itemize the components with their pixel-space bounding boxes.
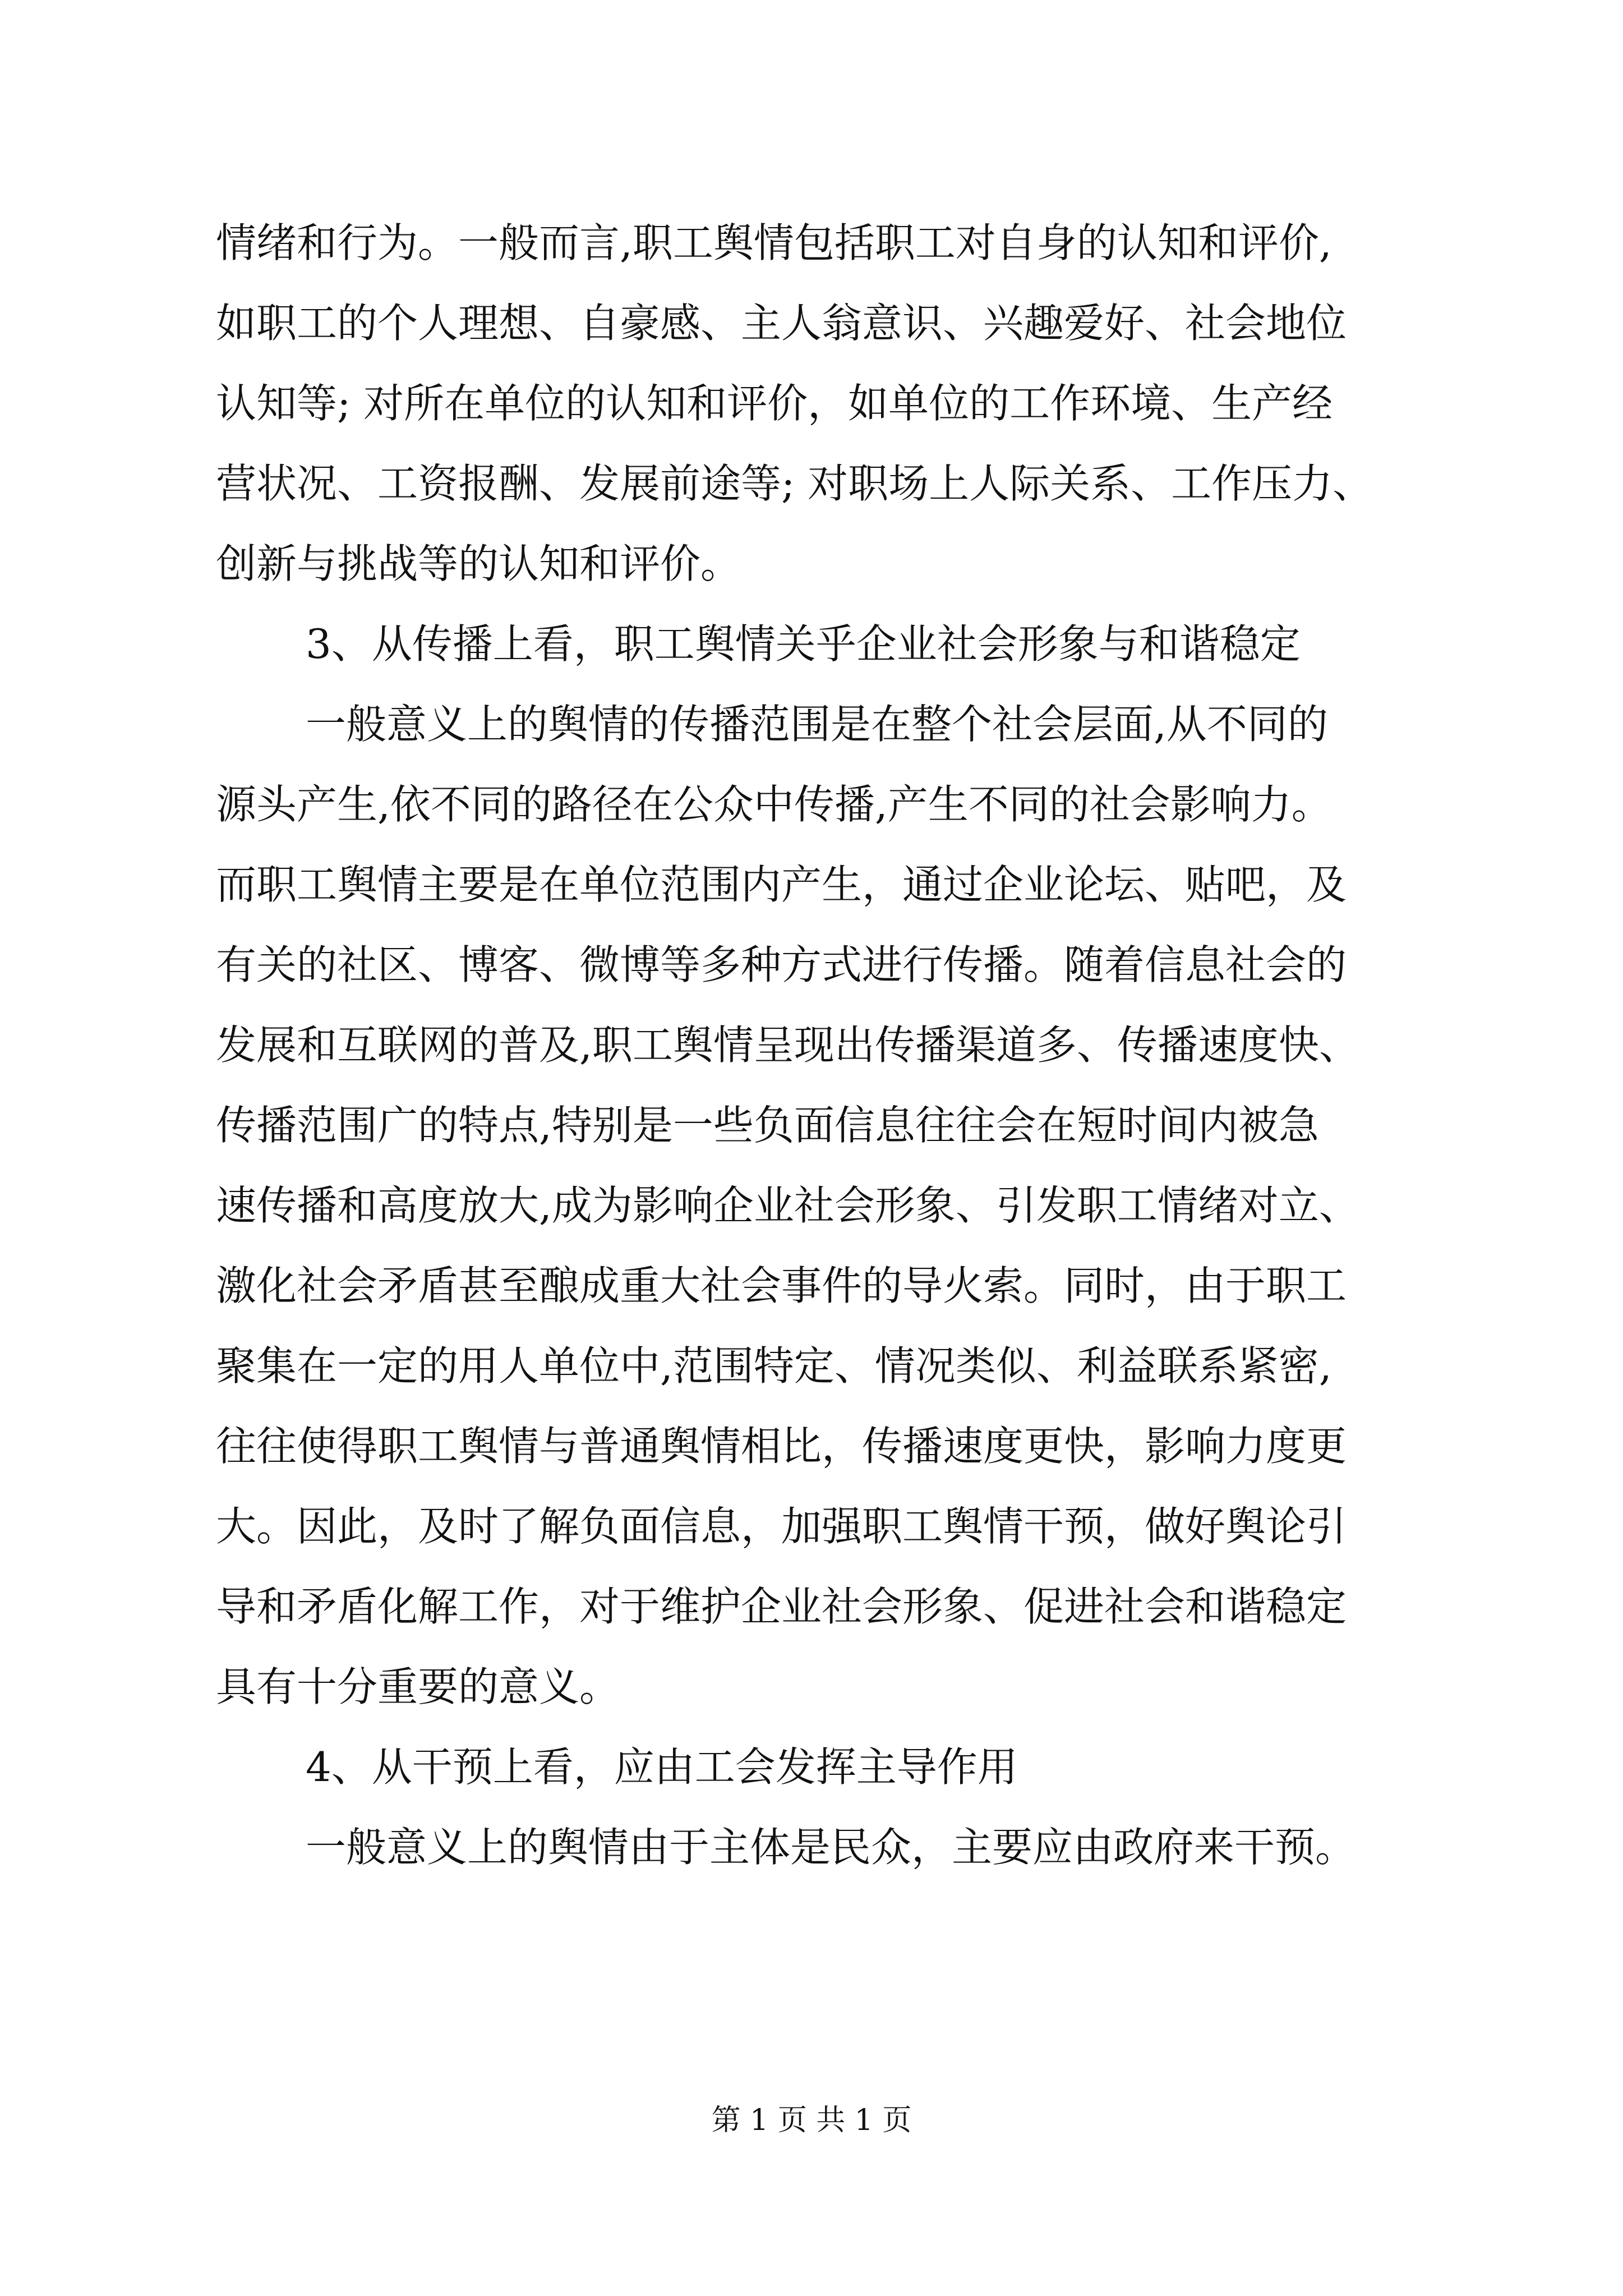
- text-line: 传播范围广的特点,特别是一些负面信息往往会在短时间内被急: [216, 1102, 1319, 1149]
- text-line: 源头产生,依不同的路径在公众中传播,产生不同的社会影响力。: [216, 781, 1332, 828]
- text-line: 有关的社区、博客、微博等多种方式进行传播。随着信息社会的: [216, 941, 1347, 988]
- section-heading-3: 3、从传播上看，职工舆情关乎企业社会形象与和谐稳定: [306, 620, 1301, 668]
- text-line: 具有十分重要的意义。: [216, 1663, 620, 1710]
- text-line: 导和矛盾化解工作，对于维护企业社会形象、促进社会和谐稳定: [216, 1583, 1347, 1630]
- text-line: 激化社会矛盾甚至酿成重大社会事件的导火索。同时，由于职工: [216, 1262, 1347, 1309]
- text-line: 认知等; 对所在单位的认知和评价，如单位的工作环境、生产经: [216, 380, 1333, 427]
- text-line: 一般意义上的舆情的传播范围是在整个社会层面,从不同的: [306, 701, 1328, 748]
- text-line: 聚集在一定的用人单位中,范围特定、情况类似、利益联系紧密,: [216, 1342, 1332, 1389]
- page-footer: 第 1 页 共 1 页: [711, 2104, 912, 2137]
- text-line: 往往使得职工舆情与普通舆情相比，传播速度更快，影响力度更: [216, 1423, 1347, 1470]
- text-line: 情绪和行为。一般而言,职工舆情包括职工对自身的认知和评价,: [216, 219, 1332, 266]
- text-line: 如职工的个人理想、自豪感、主人翁意识、兴趣爱好、社会地位: [216, 300, 1347, 347]
- text-line: 而职工舆情主要是在单位范围内产生，通过企业论坛、贴吧，及: [216, 861, 1347, 908]
- document-body: [216, 203, 1450, 1888]
- text-line: 大。因此，及时了解负面信息，加强职工舆情干预，做好舆论引: [216, 1503, 1347, 1550]
- section-heading-4: 4、从干预上看，应由工会发挥主导作用: [306, 1743, 1018, 1791]
- text-line: 一般意义上的舆情由于主体是民众，主要应由政府来干预。: [306, 1824, 1356, 1871]
- text-line: 速传播和高度放大,成为影响企业社会形象、引发职工情绪对立、: [216, 1182, 1359, 1229]
- text-line: 营状况、工资报酬、发展前途等; 对职场上人际关系、工作压力、: [216, 460, 1373, 507]
- text-line: 发展和互联网的普及,职工舆情呈现出传播渠道多、传播速度快、: [216, 1022, 1359, 1069]
- text-line: 创新与挑战等的认知和评价。: [216, 540, 741, 587]
